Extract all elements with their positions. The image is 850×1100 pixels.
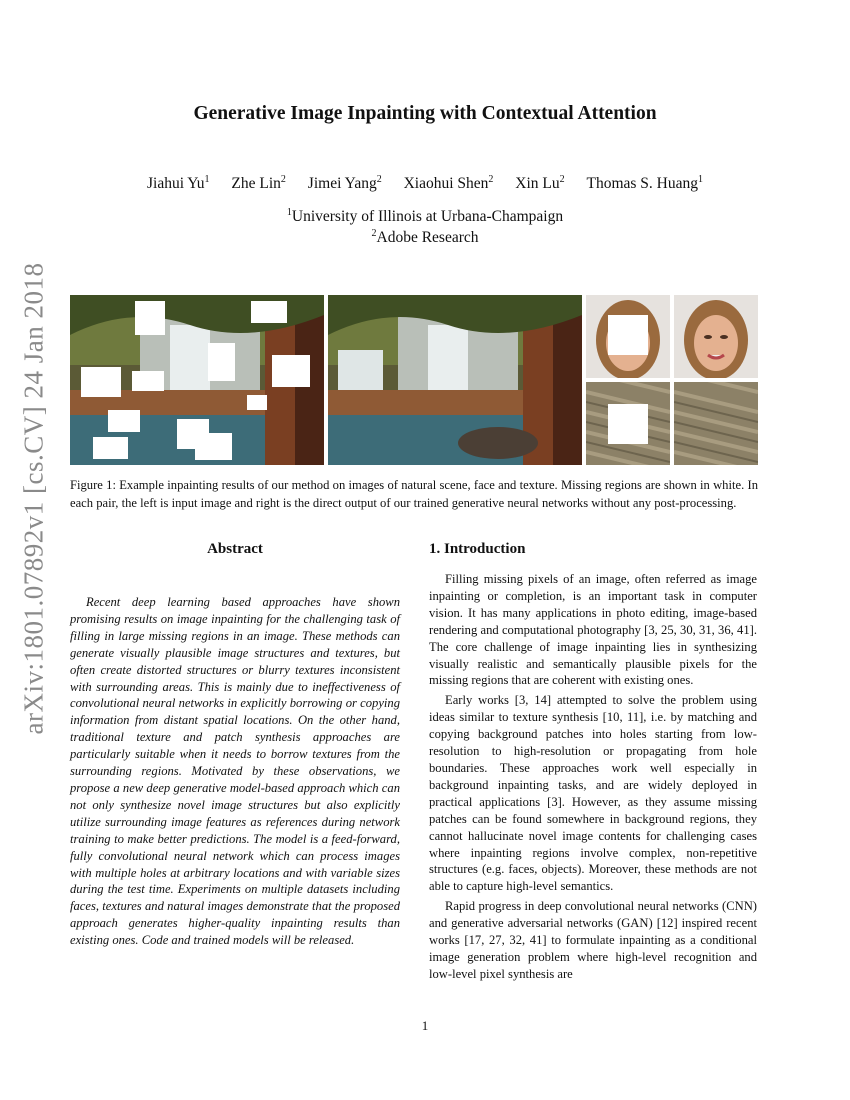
texture-input-image [586, 382, 670, 465]
abstract-text: Recent deep learning based approaches have shown promising results on image inpainting for the challenging task of filling in large missing regions in an image. These methods can generate visually plausible image structures and textures, but often create distorted structures or blurry textures inconsistent with surrounding areas. This is mainly due to ineffectiveness of convolutional neural networks in explicitly borrowing or copying information from distant spatial locations. On the other hand, traditional texture and patch synthesis approaches are particularly suitable when it needs to borrow textures from the surrounding regions. Motivated by these observations, we propose a new deep generative model-based approach which can not only synthesize novel image structures but also explicitly utilize surrounding image features as references during network training to make better predictions. The model is a feed-forward, fully convolutional neural network which can process images with multiple holes at arbitrary locations and with variable sizes during the test time. Experiments on multiple datasets including faces, textures and natural images demonstrate that the proposed approach generates higher-quality inpainting results than existing ones. Code and trained models will be released. [70, 595, 400, 948]
texture-output-image [674, 382, 758, 465]
missing-region [608, 404, 648, 444]
paragraph: Early works [3, 14] attempted to solve the problem using ideas similar to texture synthesis [10, 11], i.e. by matching and copying background patches into holes starting from low-resolution to high-resolution or propagating from hole boundaries. These approaches work well especially in background inpainting tasks, and are widely deployed in practical applications [3]. However, as they assume missing patches can be found somewhere in background regions, they cannot hallucinate novel image contents for challenging cases where inpainting regions involve complex, non-repetitive structures (e.g. faces, objects). Moreover, these methods are not able to capture high-level semantics. [429, 693, 757, 894]
author-list [0, 174, 850, 193]
affiliation: $^2$Adobe Research [371, 228, 479, 247]
author: Jimei Yang$^2$ [307, 174, 382, 193]
missing-region [108, 410, 140, 432]
missing-region [251, 301, 287, 323]
missing-region [195, 433, 232, 460]
scene-input-image [70, 295, 324, 465]
missing-region [135, 301, 165, 335]
affiliation: $^1$University of Illinois at Urbana-Champaign [286, 207, 564, 226]
author: Xin Lu$^2$ [515, 174, 565, 193]
missing-region [272, 355, 310, 387]
missing-region [208, 343, 235, 381]
face-output-image [674, 295, 758, 378]
introduction-heading: 1. Introduction [429, 541, 526, 557]
figure-1 [70, 295, 758, 465]
author: Xiaohui Shen$^2$ [403, 174, 494, 193]
author: Thomas S. Huang$^1$ [586, 174, 703, 193]
missing-region [93, 437, 128, 459]
paragraph: Filling missing pixels of an image, often referred as image inpainting or completion, is an important task in computer vision. It has many applications in photo editing, image-based rendering and computational photography [3, 25, 30, 31, 36, 41]. The core challenge of image inpainting lies in synthesizing visually realistic and semantically plausible pixels for the missing regions that are coherent with existing ones. [429, 572, 757, 688]
missing-region [608, 315, 648, 355]
paper-title: Generative Image Inpainting with Contextual Attention [193, 103, 657, 124]
introduction-body [429, 571, 757, 986]
author: Zhe Lin$^2$ [231, 174, 286, 193]
face-input-image [586, 295, 670, 378]
missing-region [247, 395, 267, 410]
missing-region [132, 371, 164, 391]
paragraph: Rapid progress in deep convolutional neural networks (CNN) and generative adversarial networks (GAN) [12] inspired recent works [17, 27, 32, 41] to formulate inpainting as a conditional image generation problem where high-level recognition and low-level pixel synthesis are [429, 899, 757, 981]
arxiv-stamp-text: arXiv:1801.07892v1 [cs.CV] 24 Jan 2018 [18, 262, 49, 734]
author: Jiahui Yu$^1$ [146, 174, 210, 193]
missing-region [81, 367, 121, 397]
page-number: 1 [421, 1018, 429, 1033]
figure-caption: Figure 1: Example inpainting results of our method on images of natural scene, face and texture. Missing regions are shown in white. In each pair, the left is input image and right is the direct output of our trained generative neural networks without any post-processing. [70, 478, 758, 510]
abstract-heading: Abstract [207, 541, 263, 557]
arxiv-stamp [14, 262, 54, 734]
scene-output-image [328, 295, 582, 465]
